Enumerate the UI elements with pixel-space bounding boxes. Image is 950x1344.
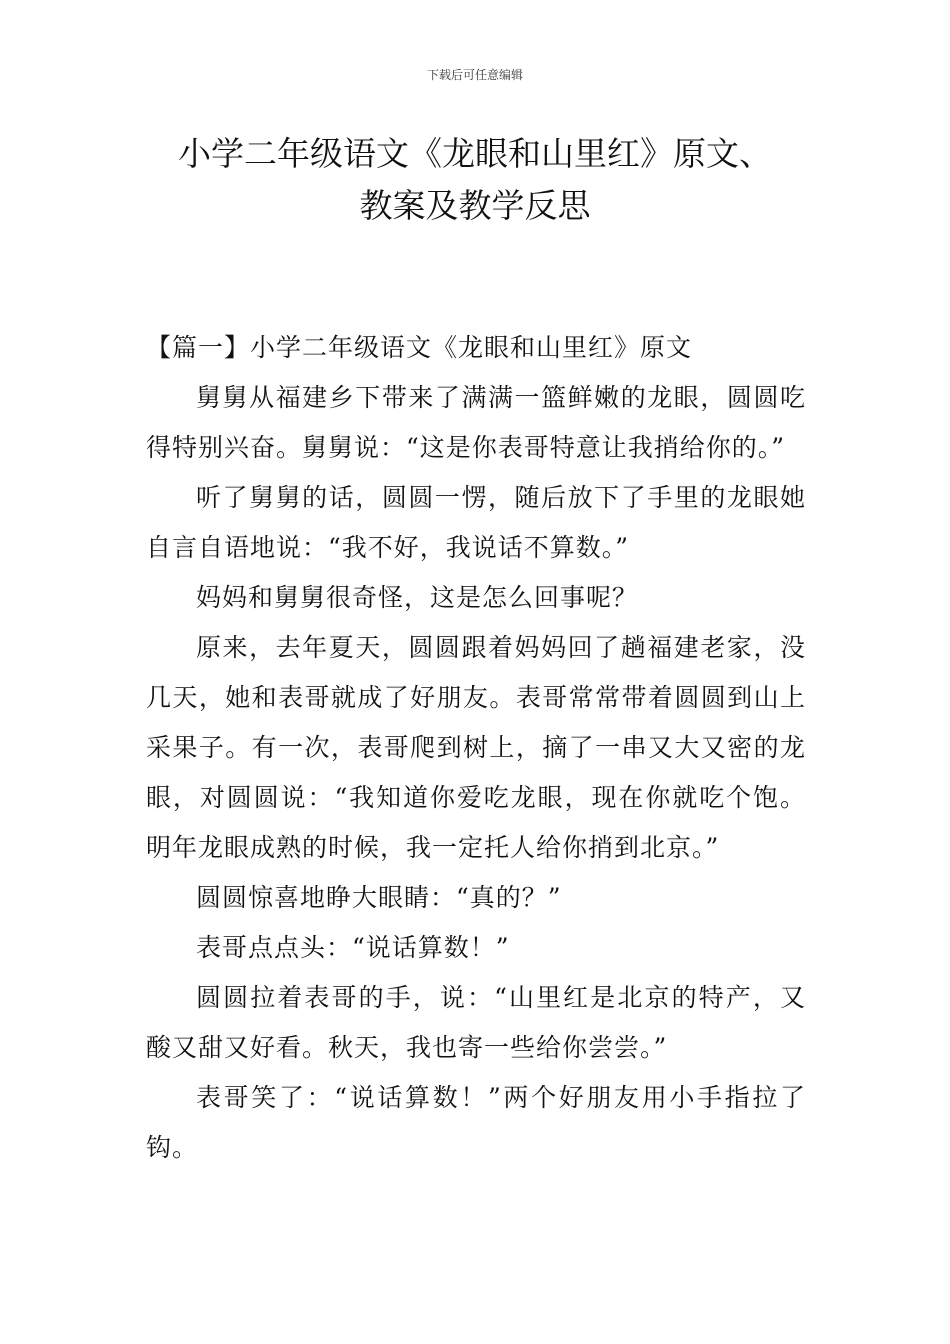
paragraph: 圆圆拉着表哥的手，说：“山里红是北京的特产，又酸又甜又好看。秋天，我也寄一些给你尝尝。” xyxy=(146,983,806,1062)
title-line-2: 教案及教学反思 xyxy=(359,186,591,225)
paragraph: 听了舅舅的话，圆圆一愣，随后放下了手里的龙眼她自言自语地说：“我不好，我说话不算数。” xyxy=(146,483,806,562)
paragraph: 原来，去年夏天，圆圆跟着妈妈回了趟福建老家，没几天，她和表哥就成了好朋友。表哥常常带着圆圆到山上采果子。有一次，表哥爬到树上，摘了一串又大又密的龙眼，对圆圆说：“我知道你爱吃龙眼，现在你就吃个饱。明年龙眼成熟的时候，我一定托人给你捎到北京。” xyxy=(146,633,806,862)
page-title xyxy=(100,128,850,232)
document-body xyxy=(146,323,806,1173)
paragraph: 表哥点点头：“说话算数！” xyxy=(196,933,510,962)
paragraph: 舅舅从福建乡下带来了满满一篮鲜嫩的龙眼，圆圆吃得特别兴奋。舅舅说：“这是你表哥特意让我捎给你的。” xyxy=(146,383,806,462)
paragraph: 妈妈和舅舅很奇怪，这是怎么回事呢？ xyxy=(196,583,639,612)
paragraph: 圆圆惊喜地睁大眼睛：“真的？” xyxy=(196,883,562,912)
title-line-1: 小学二年级语文《龙眼和山里红》原文、 xyxy=(178,134,772,173)
paragraph: 表哥笑了：“说话算数！”两个好朋友用小手指拉了钩。 xyxy=(146,1083,806,1162)
section-heading: 【篇一】小学二年级语文《龙眼和山里红》原文 xyxy=(146,333,693,362)
header-note: 下载后可任意编辑 xyxy=(426,68,523,82)
